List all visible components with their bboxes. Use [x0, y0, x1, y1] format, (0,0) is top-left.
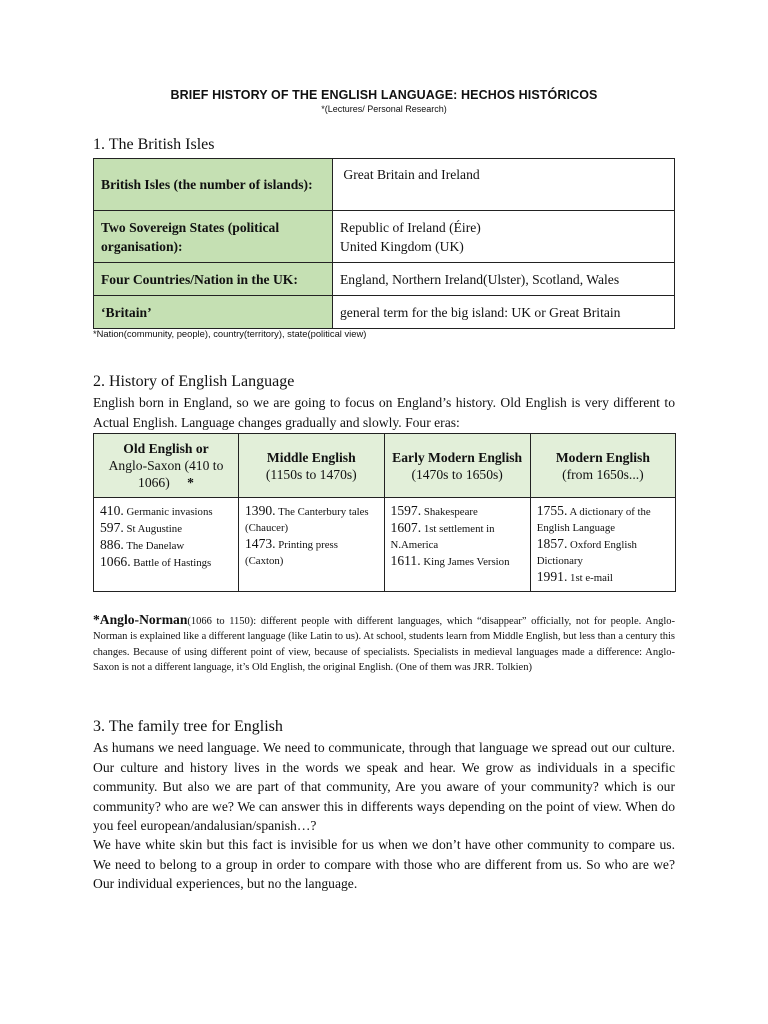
list-item: 1755. A dictionary of the English Language: [536, 503, 651, 534]
list-item: 1611. King James Version: [390, 553, 510, 568]
section-3-paragraph-2: We have white skin but this fact is invisible for us when we don’t have other community to compare us. We need to belong to a group in order to compare with those who are different from us. So who are we? Our individual experiences, but no the language.: [93, 837, 675, 891]
events-old-english: [94, 498, 239, 592]
british-isles-table: [93, 158, 675, 329]
list-item: 1607. 1st settlement in N.America: [390, 520, 495, 551]
list-item: 1991. 1st e-mail: [536, 569, 613, 584]
list-item: 410. Germanic invasions: [100, 503, 213, 518]
era-modern-english: Modern English (from 1650s...): [530, 434, 675, 498]
table-row: [94, 211, 675, 263]
anglo-norman-marker: *: [187, 475, 194, 490]
events-middle-english: [238, 498, 384, 592]
row-key: Two Sovereign States (political organisation):: [94, 211, 333, 263]
section-3-heading: 3. The family tree for English: [93, 718, 283, 735]
list-item: 1597. Shakespeare: [390, 503, 478, 518]
list-item: 1390. The Canterbury tales (Chaucer): [244, 503, 369, 534]
era-old-english: Old English or Anglo-Saxon (410 to 1066) *: [94, 434, 239, 498]
events-modern-english: [530, 498, 675, 592]
eras-table: [93, 433, 676, 592]
row-value: general term for the big island: UK or Great Britain: [333, 296, 675, 329]
eras-events-row: [94, 498, 676, 592]
table-row: [94, 296, 675, 329]
anglo-norman-lead: *Anglo-Norman: [93, 612, 188, 627]
section-2-intro: English born in England, so we are going to focus on England’s history. Old English is very different to Actual English. Language changes gradually and slowly. Four eras:: [93, 395, 675, 430]
section-1-heading: 1. The British Isles: [93, 136, 215, 153]
table-row: [94, 159, 675, 211]
nation-footnote: *Nation(community, people), country(territory), state(political view): [93, 328, 367, 339]
section-2-heading: 2. History of English Language: [93, 373, 295, 390]
list-item: 886. The Danelaw: [100, 537, 185, 552]
list-item: 1857. Oxford English Dictionary: [536, 536, 637, 567]
row-key: Four Countries/Nation in the UK:: [94, 263, 333, 296]
era-middle-english: Middle English (1150s to 1470s): [238, 434, 384, 498]
anglo-norman-paragraph: *Anglo-Norman(1066 to 1150): different people with different languages, which “disappear” officially, not for people. Anglo-Norman is explained like a different language (like Latin to us). At school, students learn from Middle English, but less than a century this changes. Because of using different point of view, because of specialists. Specialists in medieval languages made a difference: Anglo-Saxon is not a different language, it’s Old English, the original English. (One of them was JRR. Tolkien): [93, 612, 675, 673]
document-subtitle: *(Lectures/ Personal Research): [321, 104, 447, 114]
list-item: 1473. Printing press (Caxton): [244, 536, 338, 567]
row-value: Republic of Ireland (Éire) United Kingdom (UK): [333, 211, 675, 263]
row-value: Great Britain and Ireland: [333, 159, 675, 211]
row-key: British Isles (the number of islands):: [94, 159, 333, 211]
row-value: England, Northern Ireland(Ulster), Scotland, Wales: [333, 263, 675, 296]
list-item: 597. St Augustine: [100, 520, 182, 535]
document-title: BRIEF HISTORY OF THE ENGLISH LANGUAGE: HECHOS HISTÓRICOS: [170, 88, 598, 102]
table-row: [94, 263, 675, 296]
events-early-modern-english: [384, 498, 530, 592]
eras-header-row: [94, 434, 676, 498]
section-3-paragraph-1: As humans we need language. We need to communicate, through that language we spread out our culture. Our culture and history lives in the words we speak and hear. We grow as individuals in a specific community. But also we are part of that community, Are you aware of your community? which is our community? who are we? We can answer this in differents ways depending on the point of view. When do you feel european/andalusian/spanish…?: [93, 740, 675, 833]
era-early-modern-english: Early Modern English (1470s to 1650s): [384, 434, 530, 498]
list-item: 1066. Battle of Hastings: [100, 554, 212, 569]
row-key: ‘Britain’: [94, 296, 333, 329]
